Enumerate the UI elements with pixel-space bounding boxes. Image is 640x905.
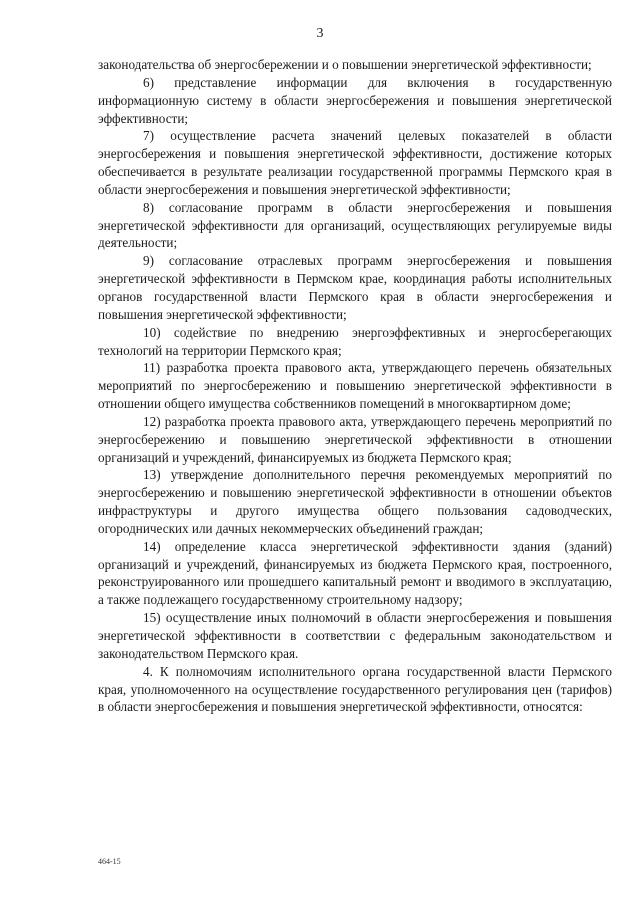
paragraph-continuation: законодательства об энергосбережении и о повышении энергетической эффективности; <box>98 57 592 72</box>
paragraph-item-9: 9) согласование отраслевых программ энергосбережения и повышения энергетической эффективности в Пермском крае, координация работы исполнительных органов государственной власти Пермского края в области энергосбережения и повышения энергетической эффективности; <box>98 253 612 322</box>
paragraph-item-12: 12) разработка проекта правового акта, утверждающего перечень мероприятий по энергосбережению и повышению энергетической эффективности в отношении организаций и учреждений, финансируемых из бюджета Пермского края; <box>98 413 612 465</box>
paragraph-item-10: 10) содействие по внедрению энергоэффективных и энергосберегающих технологий на территории Пермского края; <box>98 324 612 358</box>
document-code: 464-15 <box>98 857 121 866</box>
paragraph-item-6: 6) представление информации для включения в государственную информационную систему в области энергосбережения и повышения энергетической эффективности; <box>98 74 612 126</box>
paragraph-section-4: 4. К полномочиям исполнительного органа государственной власти Пермского края, уполномоченного на осуществление государственного регулирования цен (тарифов) в области энергосбережения и повышения энергетической эффективности, относятся: <box>98 663 612 715</box>
paragraph-item-14: 14) определение класса энергетической эффективности здания (зданий) организаций и учреждений, финансируемых из бюджета Пермского края, построенного, реконструированного или прошедшего капитальный ремонт и вводимого в эксплуатацию, а также подлежащего государственному строительному надзору; <box>98 538 612 608</box>
paragraph-item-8: 8) согласование программ в области энергосбережения и повышения энергетической эффективности для организаций, осуществляющих регулируемые виды деятельности; <box>98 199 612 251</box>
document-body <box>98 56 612 716</box>
paragraph-item-15: 15) осуществление иных полномочий в области энергосбережения и повышения энергетической эффективности в соответствии с федеральным законодательством и законодательством Пермского края. <box>98 610 612 661</box>
paragraph-item-7: 7) осуществление расчета значений целевых показателей в области энергосбережения и повышения энергетической эффективности, достижение которых обеспечивается в результате реализации государственной программы Пермского края в области энергосбережения и повышения энергетической эффективности; <box>98 128 612 197</box>
page-number: 3 <box>316 26 324 41</box>
paragraph-item-11: 11) разработка проекта правового акта, утверждающего перечень обязательных мероприятий по энергосбережению и повышению энергетической эффективности в отношении общего имущества собственников помещений в многоквартирном доме; <box>98 360 612 412</box>
paragraph-item-13: 13) утверждение дополнительного перечня рекомендуемых мероприятий по энергосбережению и повышению энергетической эффективности в отношении объектов инфраструктуры и другого имущества общего пользования садоводческих, огороднических или дачных некоммерческих объединений граждан; <box>98 467 612 536</box>
